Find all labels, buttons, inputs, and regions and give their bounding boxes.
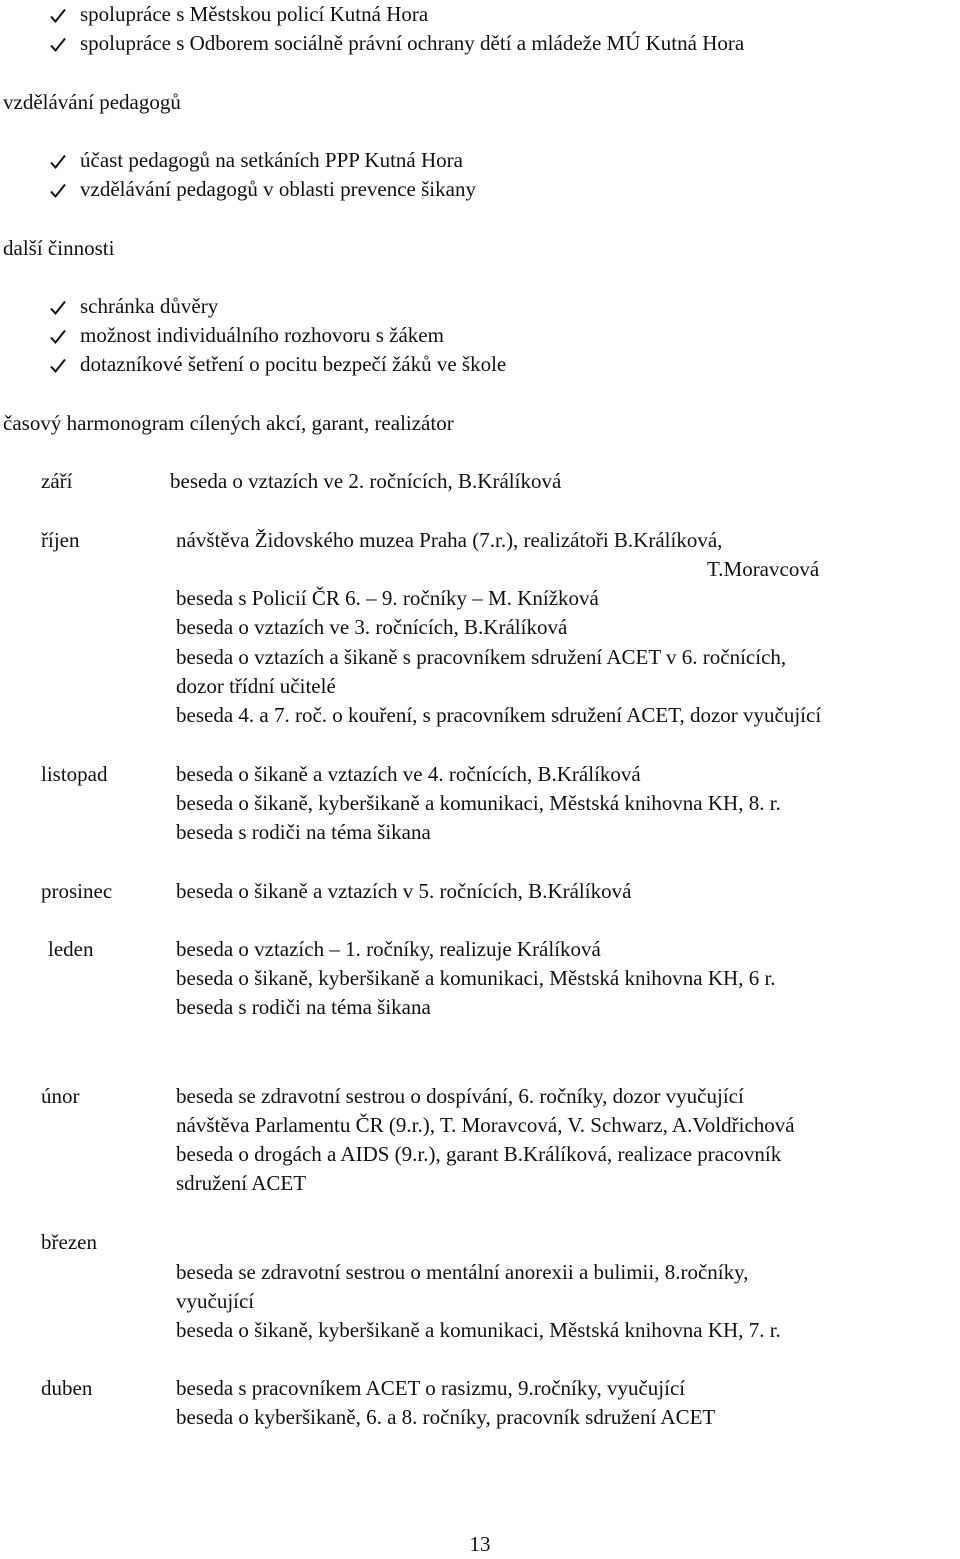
schedule-activity: beseda s pracovníkem ACET o rasizmu, 9.ročníky, vyučující bbox=[176, 1376, 686, 1400]
check-icon bbox=[49, 357, 67, 375]
schedule-activity: beseda o vztazích – 1. ročníky, realizuje Králíková bbox=[176, 937, 601, 961]
schedule-activity: návštěva Židovského muzea Praha (7.r.), realizátoři B.Králíková, bbox=[176, 528, 723, 552]
bullet-text: spolupráce s Odborem sociálně právní ochrany dětí a mládeže MÚ Kutná Hora bbox=[80, 31, 745, 55]
schedule-activity: beseda o šikaně, kyberšikaně a komunikaci, Městská knihovna KH, 6 r. bbox=[176, 966, 776, 990]
schedule-month: prosinec bbox=[41, 879, 113, 903]
schedule-activity: beseda s Policií ČR 6. – 9. ročníky – M. Knížková bbox=[176, 586, 599, 610]
bullet-text: spolupráce s Městskou policí Kutná Hora bbox=[80, 2, 429, 26]
schedule-month: duben bbox=[41, 1376, 93, 1400]
schedule-activity: beseda s rodiči na téma šikana bbox=[176, 995, 431, 1019]
schedule-activity: beseda o kyberšikaně, 6. a 8. ročníky, pracovník sdružení ACET bbox=[176, 1405, 716, 1429]
schedule-activity: beseda o vztazích ve 3. ročnících, B.Králíková bbox=[176, 615, 568, 639]
schedule-month: září bbox=[41, 469, 73, 493]
schedule-activity: beseda se zdravotní sestrou o mentální anorexii a bulimii, 8.ročníky, bbox=[176, 1260, 749, 1284]
schedule-activity: beseda o šikaně a vztazích ve 4. ročnících, B.Králíková bbox=[176, 762, 641, 786]
bullet-text: vzdělávání pedagogů v oblasti prevence šikany bbox=[80, 177, 476, 201]
schedule-activity: sdružení ACET bbox=[176, 1171, 307, 1195]
schedule-month: listopad bbox=[41, 762, 108, 786]
bullet-text: dotazníkové šetření o pocitu bezpečí žáků ve škole bbox=[80, 352, 507, 376]
schedule-month: říjen bbox=[41, 528, 80, 552]
schedule-activity: beseda o šikaně, kyberšikaně a komunikaci, Městská knihovna KH, 8. r. bbox=[176, 791, 781, 815]
bullet-text: účast pedagogů na setkáních PPP Kutná Hora bbox=[80, 148, 463, 172]
page-number: 13 bbox=[469, 1532, 491, 1556]
schedule-activity: dozor třídní učitelé bbox=[176, 674, 336, 698]
section-heading: časový harmonogram cílených akcí, garant, realizátor bbox=[3, 411, 454, 435]
check-icon bbox=[49, 182, 67, 200]
schedule-activity: návštěva Parlamentu ČR (9.r.), T. Moravcová, V. Schwarz, A.Voldřichová bbox=[176, 1113, 795, 1137]
bullet-text: možnost individuálního rozhovoru s žákem bbox=[80, 323, 444, 347]
bullet-text: schránka důvěry bbox=[80, 294, 219, 318]
schedule-activity: beseda o drogách a AIDS (9.r.), garant B.Králíková, realizace pracovník bbox=[176, 1142, 782, 1166]
schedule-activity: beseda s rodiči na téma šikana bbox=[176, 820, 431, 844]
check-icon bbox=[49, 299, 67, 317]
schedule-activity: vyučující bbox=[176, 1289, 255, 1313]
schedule-activity: beseda o šikaně, kyberšikaně a komunikaci, Městská knihovna KH, 7. r. bbox=[176, 1318, 781, 1342]
check-icon bbox=[49, 153, 67, 171]
schedule-activity: beseda se zdravotní sestrou o dospívání, 6. ročníky, dozor vyučující bbox=[176, 1084, 744, 1108]
section-heading: vzdělávání pedagogů bbox=[3, 90, 181, 114]
schedule-month: březen bbox=[41, 1230, 97, 1254]
schedule-activity: beseda o vztazích ve 2. ročnících, B.Králíková bbox=[170, 469, 562, 493]
schedule-activity: beseda o vztazích a šikaně s pracovníkem sdružení ACET v 6. ročnících, bbox=[176, 645, 787, 669]
section-heading: další činnosti bbox=[3, 236, 115, 260]
schedule-month: leden bbox=[48, 937, 94, 961]
schedule-activity: T.Moravcová bbox=[707, 557, 820, 581]
check-icon bbox=[49, 36, 67, 54]
check-icon bbox=[49, 7, 67, 25]
schedule-month: únor bbox=[41, 1084, 80, 1108]
schedule-activity: beseda 4. a 7. roč. o kouření, s pracovníkem sdružení ACET, dozor vyučující bbox=[176, 703, 822, 727]
schedule-activity: beseda o šikaně a vztazích v 5. ročnících, B.Králíková bbox=[176, 879, 632, 903]
check-icon bbox=[49, 328, 67, 346]
